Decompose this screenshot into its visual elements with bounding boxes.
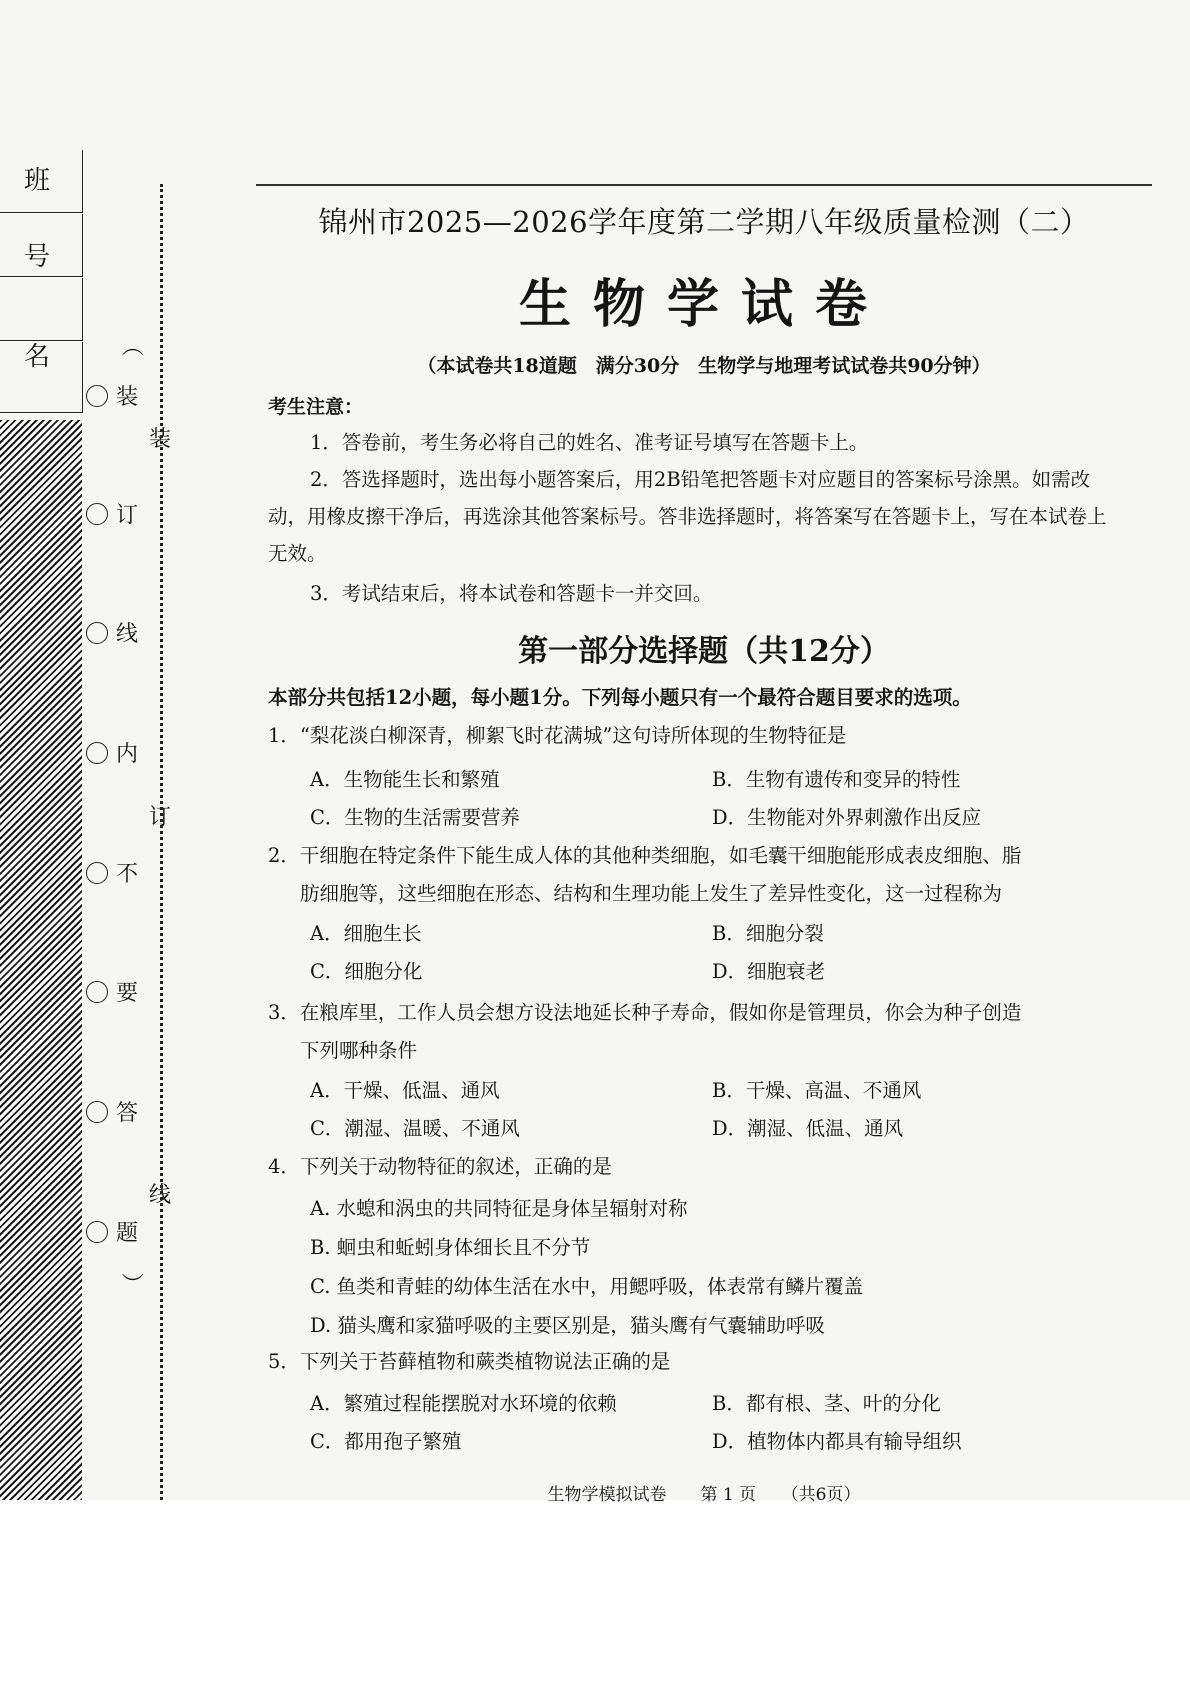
bracket-open: （ [118, 334, 144, 357]
question-stem: 5．下列关于苔藓植物和蕨类植物说法正确的是 [268, 1350, 671, 1373]
circle-icon [86, 862, 108, 884]
section-title: 第一部分选择题（共12分） [518, 634, 890, 669]
exam-subject: 生物学试卷 [518, 274, 889, 335]
question-option: C．都用孢子繁殖 [310, 1430, 462, 1453]
question-stem: 1．“梨花淡白柳深青，柳絮飞时花满城”这句诗所体现的生物特征是 [268, 724, 847, 747]
binding-mark: 装 [86, 380, 138, 411]
circle-icon [86, 1221, 108, 1243]
question-stem: 4．下列关于动物特征的叙述，正确的是 [268, 1155, 612, 1178]
circle-icon [86, 385, 108, 407]
binding-word: 装 [149, 427, 172, 452]
question-option: C．潮湿、温暖、不通风 [310, 1117, 520, 1140]
name-box [0, 278, 83, 341]
binding-mark: 线 [86, 617, 138, 648]
notice-item: 2．答选择题时，选出每小题答案后，用2B铅笔把答题卡对应题目的答案标号涂黑。如需改动，用橡皮擦干净后，再选涂其他答案标号。答非选择题时，将答案写在答题卡上，写在本试卷上无效。 [268, 468, 1107, 565]
binding-dotted-line [160, 184, 163, 1500]
question-option: D. 猫头鹰和家猫呼吸的主要区别是，猫头鹰有气囊辅助呼吸 [310, 1314, 825, 1337]
binding-mark: 内 [86, 737, 138, 768]
number-label: 号 [24, 242, 51, 272]
question-stem: 3．在粮库里，工作人员会想方设法地延长种子寿命，假如你是管理员，你会为种子创造 [268, 1001, 1022, 1024]
question-stem-continued: 肪细胞等，这些细胞在形态、结构和生理功能上发生了差异性变化，这一过程称为 [300, 882, 1003, 905]
question-stem: 2．干细胞在特定条件下能生成人体的其他种类细胞，如毛囊干细胞能形成表皮细胞、脂 [268, 844, 1022, 867]
name-label: 名 [24, 342, 51, 372]
notice-item: 1．答卷前，考生务必将自己的姓名、准考证号填写在答题卡上。 [310, 431, 869, 454]
blank-box [0, 342, 83, 413]
question-option: B. 蛔虫和蚯蚓身体细长且不分节 [310, 1236, 591, 1259]
bracket-close: ） [118, 1272, 144, 1295]
question-option: A．干燥、低温、通风 [310, 1079, 500, 1102]
question-option: D．潮湿、低温、通风 [712, 1117, 904, 1140]
question-option: B．细胞分裂 [712, 922, 824, 945]
question-stem-continued: 下列哪种条件 [300, 1039, 418, 1062]
binding-mark: 要 [86, 976, 138, 1007]
top-rule [256, 184, 1152, 186]
question-option: A．繁殖过程能摆脱对水环境的依赖 [310, 1392, 617, 1415]
circle-icon [86, 622, 108, 644]
circle-icon [86, 1101, 108, 1123]
question-option: B．生物有遗传和变异的特性 [712, 768, 961, 791]
question-option: C. 鱼类和青蛙的幼体生活在水中，用鳃呼吸，体表常有鳞片覆盖 [310, 1275, 864, 1298]
binding-mark: 订 [86, 498, 138, 529]
notice-heading: 考生注意： [268, 396, 364, 418]
question-option: A．细胞生长 [310, 922, 422, 945]
hatched-margin [0, 420, 82, 1500]
circle-icon [86, 742, 108, 764]
question-option: D．植物体内都具有输导组织 [712, 1430, 962, 1453]
question-option: D．细胞衰老 [712, 960, 826, 983]
binding-mark: 题 [86, 1216, 138, 1247]
binding-word: 线 [149, 1183, 172, 1208]
question-option: A. 水螅和涡虫的共同特征是身体呈辐射对称 [310, 1197, 688, 1220]
binding-word: 订 [149, 805, 172, 830]
question-option: C．生物的生活需要营养 [310, 806, 520, 829]
notice-item: 3．考试结束后，将本试卷和答题卡一并交回。 [310, 582, 713, 605]
question-option: A．生物能生长和繁殖 [310, 768, 500, 791]
binding-mark: 不 [86, 857, 138, 888]
section-description: 本部分共包括12小题，每小题1分。下列每小题只有一个最符合题目要求的选项。 [268, 686, 972, 709]
question-option: B．干燥、高温、不通风 [712, 1079, 922, 1102]
exam-info: （本试卷共18道题 满分30分 生物学与地理考试试卷共90分钟） [417, 355, 991, 377]
class-label: 班 [24, 166, 51, 196]
question-option: D．生物能对外界刺激作出反应 [712, 806, 982, 829]
circle-icon [86, 981, 108, 1003]
exam-title: 锦州市2025—2026学年度第二学期八年级质量检测（二） [318, 205, 1090, 239]
binding-mark: 答 [86, 1096, 138, 1127]
circle-icon [86, 503, 108, 525]
question-option: C．细胞分化 [310, 960, 423, 983]
page-footer: 生物学模拟试卷 第 1 页 （共6页） [547, 1485, 861, 1505]
question-option: B．都有根、茎、叶的分化 [712, 1392, 941, 1415]
